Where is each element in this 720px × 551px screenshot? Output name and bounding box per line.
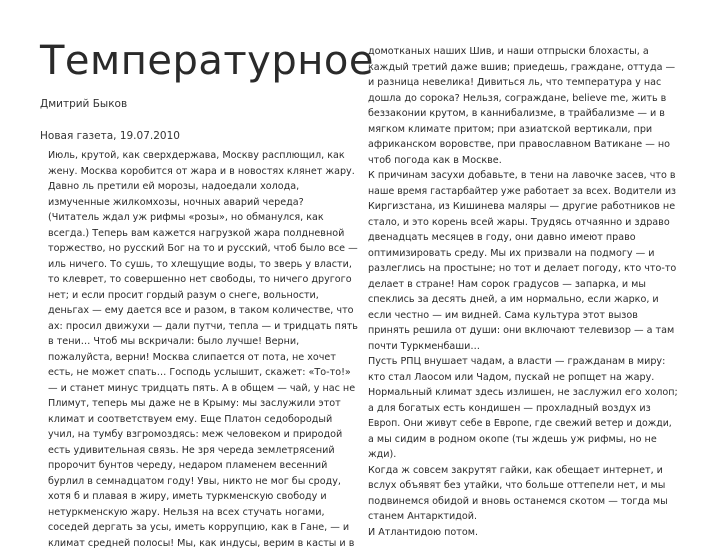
text-line: пожалуйста, верни! Москва слипается от пота, не хочет xyxy=(48,350,360,366)
text-line: станем Антарктидой. xyxy=(368,509,678,525)
text-line: Плимут, теперь мы даже не в Крыму: мы заслужили этот xyxy=(48,396,360,412)
text-line: нетуркменскую жару. Нельзя на всех стучать ногами, xyxy=(48,505,360,521)
text-line: и разница невелика! Дивиться ль, что температура у нас xyxy=(368,75,678,91)
text-line: Киргизстана, из Кишинева маляры — другие работников не xyxy=(368,199,678,215)
text-line: К причинам засухи добавьте, в тени на лавочке засев, что в xyxy=(368,168,678,184)
article-title: Температурное xyxy=(40,38,374,84)
text-line: в тени… Чтоб мы вскричали: было лучше! Верни, xyxy=(48,334,360,350)
text-line: делает в стране! Нам сорок градусов — запарка, и мы xyxy=(368,277,678,293)
text-line: а мы сидим в родном окопе (ты ждешь уж рифмы, но не xyxy=(368,432,678,448)
text-line: бурлил в семнадцатом году! Увы, никто не мог бы сроду, xyxy=(48,474,360,490)
text-line: ах: просил движухи — дали путчи, тепла — и тридцать пять xyxy=(48,319,360,335)
text-line: климат и соответствуем ему. Еще Платон седобородый xyxy=(48,412,360,428)
text-line: (Читатель ждал уж рифмы «розы», но обманулся, как xyxy=(48,210,360,226)
text-line: если честно — им видней. Сама культура этот вызов xyxy=(368,308,678,324)
left-text-column xyxy=(48,148,360,551)
right-text-column xyxy=(368,44,678,540)
text-line: Европ. Они живут себе в Европе, где свежий ветер и дожди, xyxy=(368,416,678,432)
text-line: есть, не может спать… Господь услышит, скажет: «То-то!» xyxy=(48,365,360,381)
text-line: стало, и это корень всей жары. Трудясь отчаянно и здраво xyxy=(368,215,678,231)
text-line: двенадцать месяцев в году, они давно имеют право xyxy=(368,230,678,246)
text-line: — и станет минус тридцать пять. А в общем — чай, у нас не xyxy=(48,381,360,397)
text-line: кто стал Лаосом или Чадом, пускай не ропщет на жару. xyxy=(368,370,678,386)
text-line: оптимизировать среду. Мы их призвали на подмогу — и xyxy=(368,246,678,262)
text-line: подвинемся обидой и вновь останемся скотом — тогда мы xyxy=(368,494,678,510)
text-line: соседей дергать за усы, иметь коррупцию, как в Гане, — и xyxy=(48,520,360,536)
text-line: дошла до сорока? Нельзя, сограждане, believe me, жить в xyxy=(368,91,678,107)
text-line: жди). xyxy=(368,447,678,463)
text-line: вслух объявят без утайки, что больше оттепели нет, и мы xyxy=(368,478,678,494)
text-line: наше время гастарбайтер уже работает за всех. Водители из xyxy=(368,184,678,200)
text-line: а для богатых есть кондишен — прохладный воздух из xyxy=(368,401,678,417)
text-line: то клеврет, то совершенно нет свободы, то ничего другого xyxy=(48,272,360,288)
text-line: И Атлантидою потом. xyxy=(368,525,678,541)
text-line: домотканых наших Шив, и наши отпрыски блохасты, а xyxy=(368,44,678,60)
text-line: чтоб погода как в Москве. xyxy=(368,153,678,169)
text-line: каждый третий даже вшив; приедешь, граждане, оттуда — xyxy=(368,60,678,76)
text-line: африканском воровстве, при православном Ватикане — но xyxy=(368,137,678,153)
text-line: Нормальный климат здесь излишен, не заслужил его холоп; xyxy=(368,385,678,401)
text-line: всегда.) Теперь вам кажется нагрузкой жара полдневной xyxy=(48,226,360,242)
text-line: Когда ж совсем закрутят гайки, как обещает интернет, и xyxy=(368,463,678,479)
article-author: Дмитрий Быков xyxy=(40,98,127,110)
text-line: иль ничего. То сушь, то хлещущие воды, то зверь у власти, xyxy=(48,257,360,273)
text-line: климат средней полосы! Мы, как индусы, верим в касты и в xyxy=(48,536,360,551)
text-line: разлеглись на простыне; но тот и делает погоду, кто что-то xyxy=(368,261,678,277)
text-line: хотя б и плавая в жиру, иметь туркменскую свободу и xyxy=(48,489,360,505)
text-line: пророчит бунтов череду, недаром пламенем весенний xyxy=(48,458,360,474)
text-line: учил, на тумбу взгромоздясь: меж человеком и природой xyxy=(48,427,360,443)
text-line: деньгах — ему дается все и разом, в таком количестве, что xyxy=(48,303,360,319)
text-line: Июль, крутой, как сверхдержава, Москву расплющил, как xyxy=(48,148,360,164)
text-line: жену. Москва коробится от жара и в новостях клянет жару. xyxy=(48,164,360,180)
text-line: нет; и если просит гордый разум о снеге, вольности, xyxy=(48,288,360,304)
text-line: есть удивительная связь. Не зря череда землетрясений xyxy=(48,443,360,459)
text-line: принять решила от души: они включают телевизор — а там xyxy=(368,323,678,339)
article-source: Новая газета, 19.07.2010 xyxy=(40,130,180,142)
text-line: Пусть РПЦ внушает чадам, а власти — гражданам в миру: xyxy=(368,354,678,370)
text-line: спеклись за десять дней, а им нормально, если жарко, и xyxy=(368,292,678,308)
text-line: мягком климате притом; при азиатской вертикали, при xyxy=(368,122,678,138)
text-line: торжество, но русский Бог на то и русский, чтоб было все — xyxy=(48,241,360,257)
text-line: беззаконии крутом, в каннибализме, в трайбализме — и в xyxy=(368,106,678,122)
text-line: измученные жилкомхозы, ночных аварий череда? xyxy=(48,195,360,211)
text-line: Давно ль претили ей морозы, надоедали холода, xyxy=(48,179,360,195)
text-line: почти Туркменбаши… xyxy=(368,339,678,355)
